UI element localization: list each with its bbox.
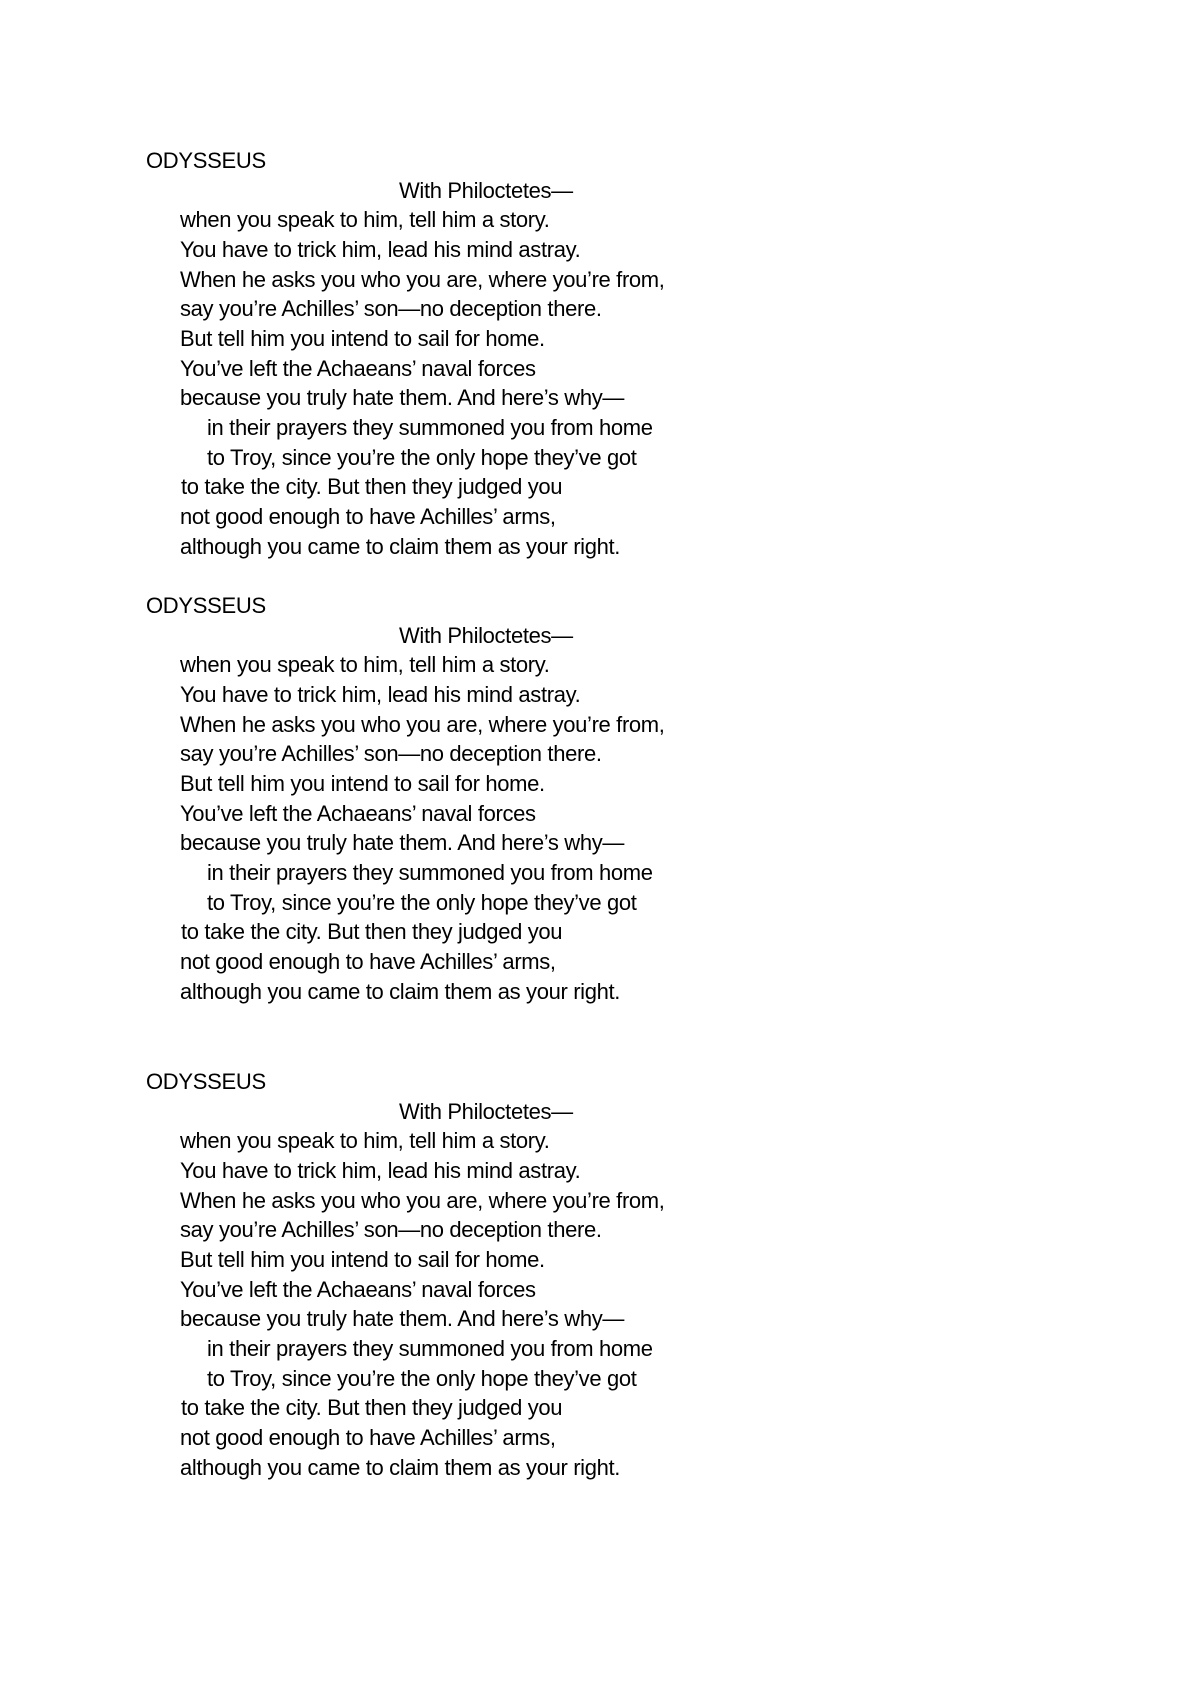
verse-line: to Troy, since you’re the only hope they’ve got: [207, 889, 637, 915]
verse-line: When he asks you who you are, where you’re from,: [180, 711, 665, 737]
verse-line: You’ve left the Achaeans’ naval forces: [180, 1276, 536, 1302]
verse-line: When he asks you who you are, where you’re from,: [180, 1187, 665, 1213]
verse-line: But tell him you intend to sail for home.: [180, 325, 545, 351]
verse-line: With Philoctetes—: [399, 622, 573, 648]
verse-line: With Philoctetes—: [399, 1098, 573, 1124]
verse-line: in their prayers they summoned you from home: [207, 1336, 653, 1361]
verse-line: when you speak to him, tell him a story.: [180, 207, 550, 233]
verse-line: say you’re Achilles’ son—no deception there.: [180, 1217, 602, 1243]
verse-line: although you came to claim them as your right.: [180, 978, 621, 1004]
verse-line: With Philoctetes—: [399, 177, 573, 203]
verse-line: You’ve left the Achaeans’ naval forces: [180, 355, 536, 381]
verse-line: You have to trick him, lead his mind astray.: [180, 681, 581, 707]
verse-lines: [146, 176, 846, 562]
passage-2: [146, 591, 846, 1006]
verse-line: because you truly hate them. And here’s why—: [180, 830, 625, 856]
speaker-name: ODYSSEUS: [146, 148, 266, 173]
verse-line: When he asks you who you are, where you’re from,: [180, 266, 665, 292]
verse-line: say you’re Achilles’ son—no deception there.: [180, 296, 602, 322]
verse-line: not good enough to have Achilles’ arms,: [180, 1425, 556, 1451]
verse-line: although you came to claim them as your right.: [180, 533, 621, 559]
verse-line: to take the city. But then they judged you: [181, 1395, 563, 1421]
speaker-name: ODYSSEUS: [146, 1069, 266, 1094]
verse-line: because you truly hate them. And here’s why—: [180, 1306, 625, 1332]
verse-line: although you came to claim them as your right.: [180, 1454, 621, 1480]
speaker-name: ODYSSEUS: [146, 593, 266, 618]
verse-line: to take the city. But then they judged you: [181, 474, 563, 500]
verse-line: because you truly hate them. And here’s why—: [180, 385, 625, 411]
verse-line: when you speak to him, tell him a story.: [180, 1128, 550, 1154]
verse-line: But tell him you intend to sail for home.: [180, 770, 545, 796]
verse-lines: [146, 621, 846, 1007]
verse-line: But tell him you intend to sail for home.: [180, 1246, 545, 1272]
verse-line: say you’re Achilles’ son—no deception there.: [180, 741, 602, 767]
verse-line: not good enough to have Achilles’ arms,: [180, 949, 556, 975]
verse-line: You’ve left the Achaeans’ naval forces: [180, 800, 536, 826]
passage-1: [146, 146, 846, 561]
verse-line: to Troy, since you’re the only hope they’ve got: [207, 1365, 637, 1391]
verse-lines: [146, 1097, 846, 1483]
passage-3: [146, 1067, 846, 1482]
verse-line: in their prayers they summoned you from home: [207, 860, 653, 885]
verse-line: in their prayers they summoned you from home: [207, 415, 653, 440]
verse-line: You have to trick him, lead his mind astray.: [180, 1157, 581, 1183]
verse-line: to take the city. But then they judged you: [181, 919, 563, 945]
verse-line: not good enough to have Achilles’ arms,: [180, 504, 556, 530]
verse-line: when you speak to him, tell him a story.: [180, 652, 550, 678]
verse-line: You have to trick him, lead his mind astray.: [180, 236, 581, 262]
verse-line: to Troy, since you’re the only hope they’ve got: [207, 444, 637, 470]
